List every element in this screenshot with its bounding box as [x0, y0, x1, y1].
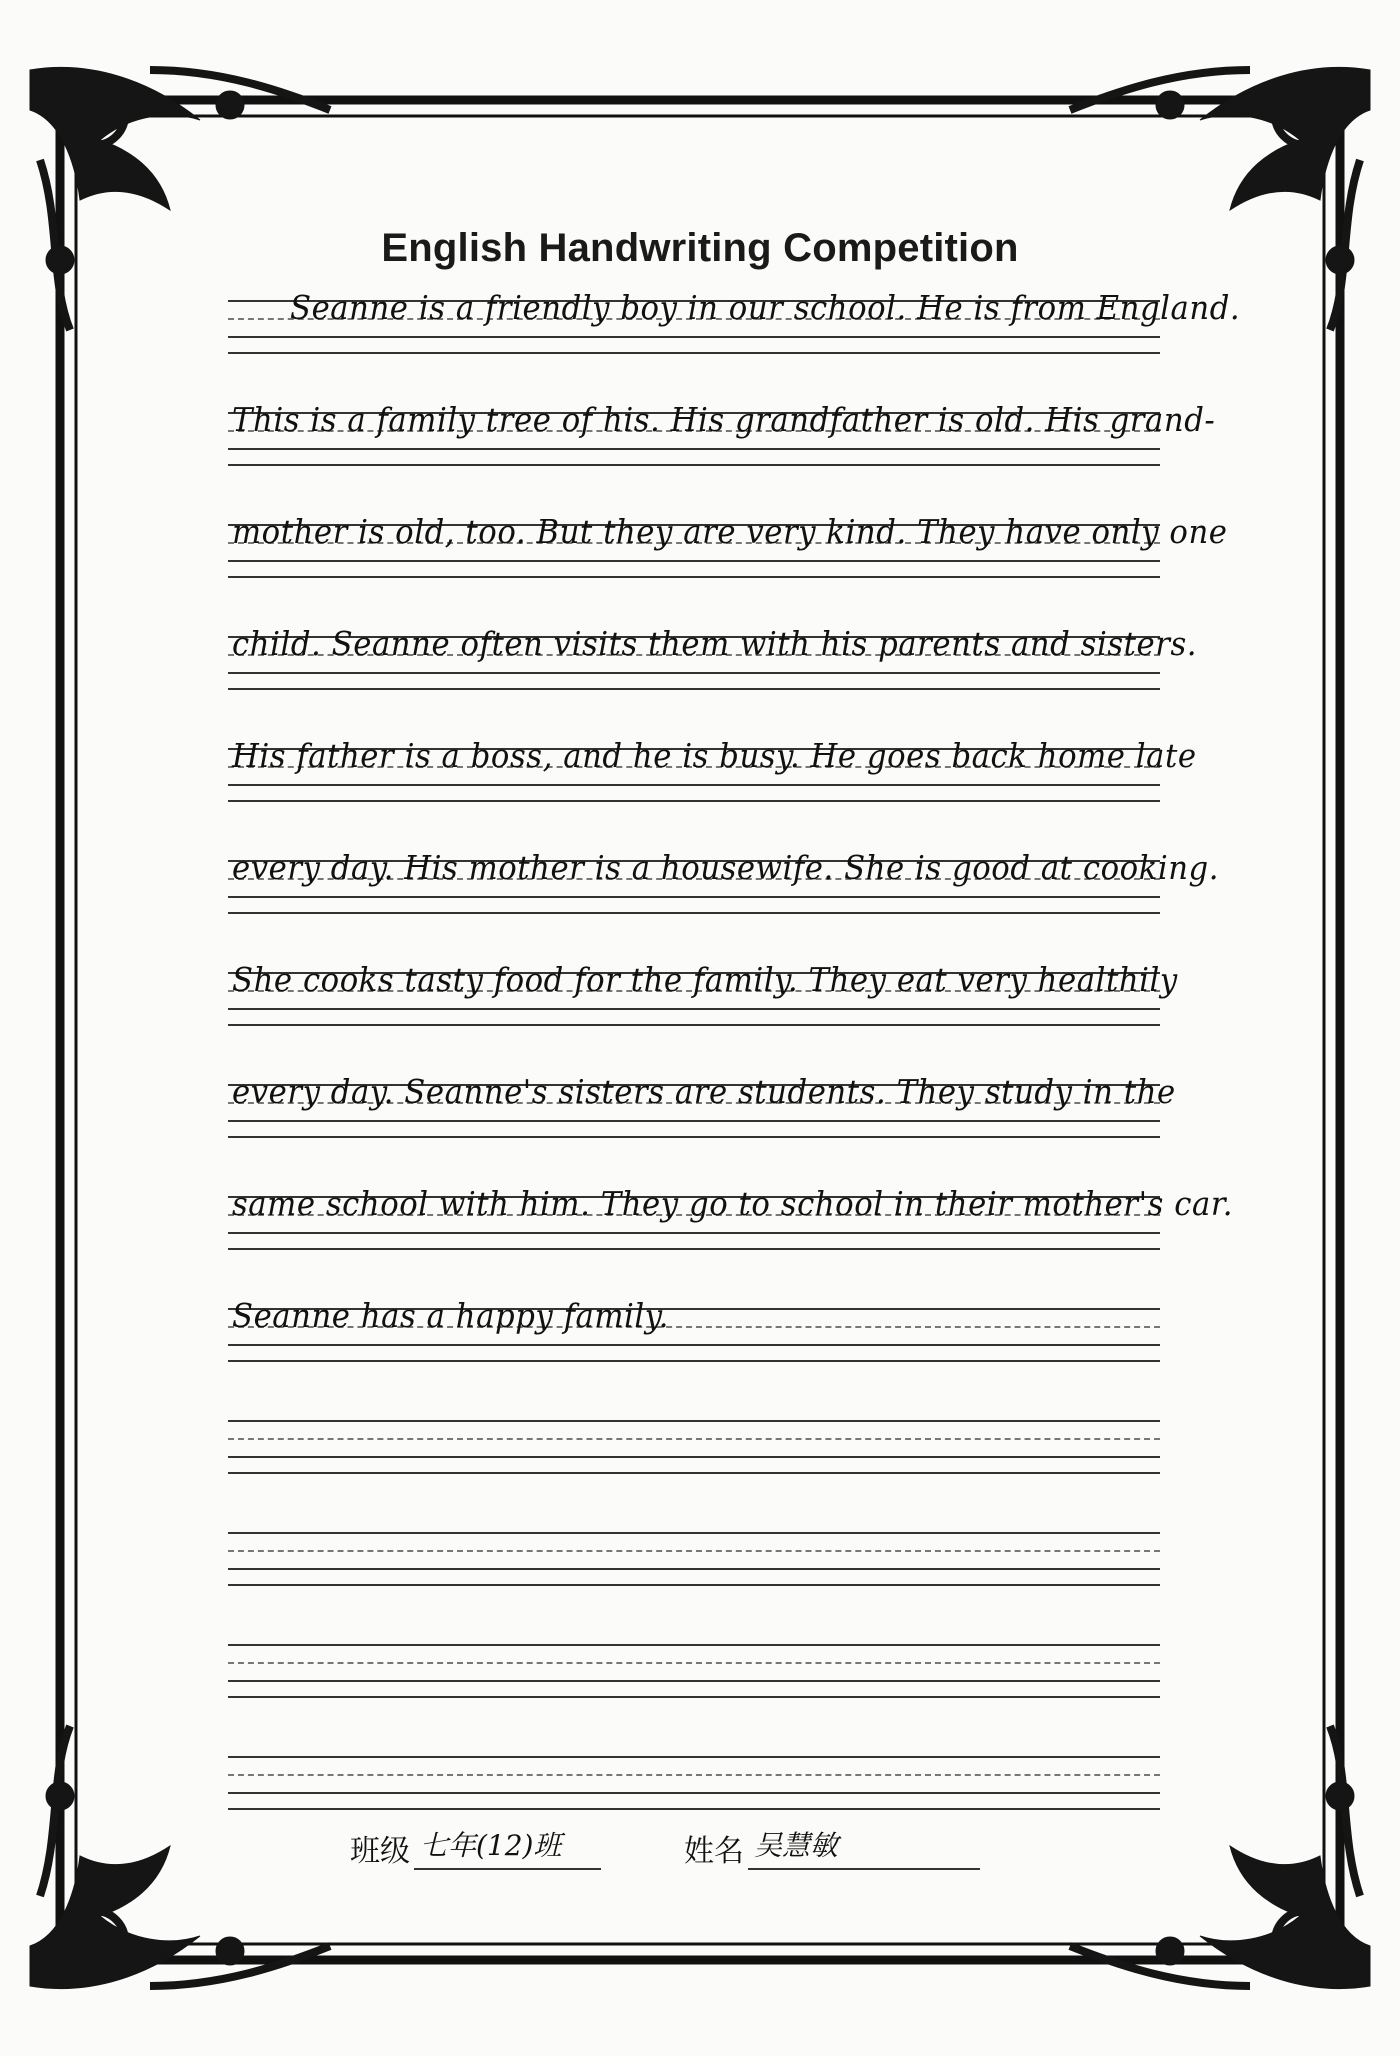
class-value: 七年(12)班: [414, 1824, 601, 1870]
class-label: 班级: [350, 1834, 410, 1869]
writing-line: [228, 736, 1197, 852]
writing-line: [228, 1184, 1234, 1300]
handwritten-text: every day. Seanne's sisters are students. They study in the: [232, 1072, 1176, 1111]
writing-line: [228, 848, 1220, 964]
writing-line: [228, 288, 1241, 404]
handwritten-text: This is a family tree of his. His grandfather is old. His grand-: [232, 400, 1216, 439]
writing-line-empty: [228, 1524, 1160, 1636]
student-info: [0, 1822, 1400, 1882]
handwritten-text: child. Seanne often visits them with his parents and sisters.: [232, 624, 1198, 663]
handwritten-text: His father is a boss, and he is busy. He goes back home late: [232, 736, 1197, 775]
name-label: 姓名: [684, 1834, 744, 1869]
writing-line: [228, 400, 1216, 516]
handwritten-text: Seanne has a happy family.: [232, 1296, 669, 1335]
handwritten-text: every day. His mother is a housewife. She is good at cooking.: [232, 848, 1220, 887]
handwritten-text: mother is old, too. But they are very kind. They have only one: [232, 512, 1228, 551]
writing-line: [228, 512, 1228, 628]
writing-line: [228, 624, 1198, 740]
writing-line-empty: [228, 1412, 1160, 1524]
writing-line: [228, 1296, 1160, 1412]
page-title: English Handwriting Competition: [381, 226, 1019, 270]
writing-line: [228, 960, 1178, 1076]
handwritten-text: She cooks tasty food for the family. They eat very healthily: [232, 960, 1178, 999]
handwritten-text: Seanne is a friendly boy in our school. He is from England.: [290, 288, 1241, 327]
handwritten-text: same school with him. They go to school in their mother's car.: [232, 1184, 1234, 1223]
writing-line: [228, 1072, 1176, 1188]
handwriting-lines: [228, 288, 1241, 1860]
writing-line-empty: [228, 1636, 1160, 1748]
name-value: 吴慧敏: [748, 1824, 980, 1870]
